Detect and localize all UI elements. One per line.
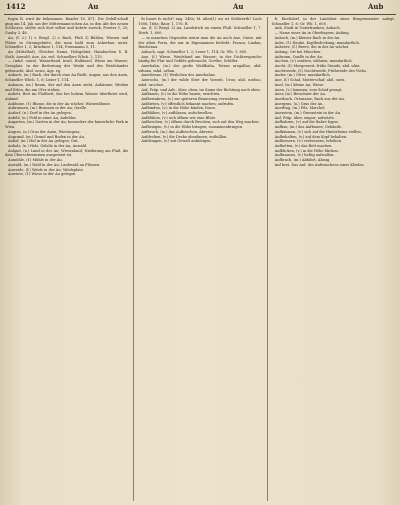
entry-paragraph: Aubrunnen, (m.) Brunnen in der Au; Quelle. (8, 106, 88, 111)
entry-paragraph: Aufbauen, (v.) in die Höhe bauen; errichten. (141, 92, 221, 97)
entry-paragraph: Auland, (n.) Land in der Au; Wiesenland; Niederung am Fluß, die dem Überschwemmen ausgesetzt ist. (5, 148, 129, 158)
left-guide-word: Au (88, 2, 99, 11)
entry-paragraph: — in manchen Gegenden nennt man die Au auch Aue, Ouwe, mit der alten Form, die nur in Eigennamen fortlebt: Passau, Lindau, Reichenau. (138, 35, 262, 50)
entry-paragraph: Aufbrechen, (v.) öffnen durch Brechen; sich auf den Weg machen. (141, 120, 260, 125)
entry-paragraph: Auergras, (n.) Gras der Au. (274, 101, 324, 106)
entry-paragraph: Aubett, Bett im Flußbett, das bei hohem Wasser überflutet wird, Auland. (5, 92, 129, 101)
entry-paragraph: Au, (f. 2.) 1) v. Bergl. 2) v. Bach, Fluß 3) Bühlen, Wiesen und Plätze in Stromgebiete, die man bald zum Ackerbau nutzt. Schmeller 1, 2; Brückner 1, 114; Frommann 5, 11. (5, 35, 129, 50)
entry-paragraph: Aufblühen, (v.) sich öffnen wie eine Blüte. (141, 115, 217, 120)
right-guide-word: Aub (368, 2, 384, 11)
entry-paragraph: Au, (f. 1) Bergl. 2) Au, Landstrich an einem Fluß. Schmeller 1, 7. Dtwb. 1, 600. (138, 26, 262, 36)
entry-paragraph: fugen B. wird ihr bekommen. Baader 18, 471; Die Gefell-schaft ging am 14. Juli aus der Mittermann'schen Au, in den Abt des neuen Schlosses, stellte sich dort selbst und kehrte zurück, Forster 1, 25; Gauby 3, 48. (5, 17, 129, 36)
entry-paragraph: Auweide, (f.) Weide in der Au; Weideplatz. (8, 167, 84, 172)
entry-paragraph: Auf, Präp. über, empor; aufwärts. (274, 115, 335, 120)
entry-paragraph: Augras, (n.) Gras der Auen, Wiesengras. (8, 129, 81, 134)
entry-paragraph: — (mhd. ouwe), Wasserland, Insel, Halbinsel, Wiese am Wasser; Grasplatz. In der Bedeutung der Weide und des Weidelandes gebraucht, Ahd. ouwa, Ags. eg. (5, 59, 129, 73)
entry-paragraph: Aufblicken, (v.) in die Höhe blicken. (274, 148, 339, 153)
entry-paragraph: Aufbäumen, (v.) sich auf die Hinterbeine stellen. (274, 129, 362, 134)
entry-paragraph: Aufdringen, (v.) mit Gewalt aufnötigen. (141, 139, 212, 144)
entry-paragraph: Aufbringen, (v.) in die Höhe bringen; zusammenbringen. (141, 125, 244, 130)
entry-paragraph: Auf, Präp. und Adv., über, oben; im Sinne der Richtung nach oben. (141, 87, 261, 92)
page-header (0, 0, 400, 14)
entry-paragraph: Aufeld, (n.) Feld in einer Au, Aufelder. (8, 115, 77, 120)
entry-paragraph: Aucht, (f.) Morgenzeit, frühe Stunde; ahd. uhta. (274, 64, 361, 69)
entry-paragraph: Auchtweide, (f.) Nachtweide, Frühweide des Viehs. (274, 68, 367, 73)
entry-paragraph: Auf brei. Das Anf. des Aufwaschens eines Kleides. (274, 162, 365, 167)
entry-paragraph: Auerstein, (m.) Grenzstein in der Au. (274, 111, 342, 116)
entry-paragraph: Aufbahren, (v.) auf die Bahre legen. (274, 120, 339, 125)
entry-paragraph: Auchen, (v.) seufzen, stöhnen; mundartlich. (274, 59, 353, 64)
entry-paragraph: Aue, (f.) Wiese, Weideland am Wasser; in der Dichtersprache häufig für Flur und Gefilde gebraucht, Goethe; Schiller. (138, 54, 262, 64)
entry-paragraph: Aufbetten, (v.) das Bett machen. (274, 143, 333, 148)
entry-paragraph: Auerochs, (m.) der wilde Stier der Vorzeit, Urus; ahd. urohso, mhd. urochse. (138, 78, 262, 87)
entry-paragraph: Audorf, (n.) Dorf in der Au gelegen. (8, 111, 72, 116)
entry-paragraph: Aubeere, (f.) Beere, die in der Au wächst. (274, 45, 350, 50)
middle-guide-word: Au (233, 2, 244, 11)
entry-paragraph: Aube, (f.) Haube, Kopfbedeckung; mundartlich. (274, 40, 360, 45)
entry-paragraph: Aufbrausen, (v.) heftig aufwallen. (274, 153, 335, 158)
entry-paragraph: Aubing, Ort bei München. (274, 49, 322, 54)
entry-paragraph: Aumühle, (f.) Mühle in der Au. (8, 158, 63, 163)
entry-paragraph: Auerhahn, (m.) der große Waldhahn, Tetrao urogallus; ahd. urhano, mhd. urhan. (138, 64, 262, 73)
entry-paragraph: Auhof, (m.) Hof in der Au gelegen; Gut. (8, 139, 79, 144)
header-rule (4, 14, 396, 15)
entry-paragraph: Aub, Stadt in Unterfranken; Aubach. (274, 26, 341, 31)
entry-paragraph: Aubach, sagt. Schmeller 1, 2; Lexer 1, 114; Gr. Wb. 1, 600. (141, 49, 248, 54)
entry-paragraph: Aufbieten, (v.) öffentlich bekannt machen; aufrufen. (141, 101, 235, 106)
entry-paragraph: Aufblähen, (v.) aufblasen, aufschwellen. (141, 111, 213, 116)
entry-paragraph: Auder, (m.) Otter; mundartlich. (274, 73, 331, 78)
entry-paragraph: Auen, (v.) lammen, vom Schaf gesagt. (274, 87, 343, 92)
column-left (5, 17, 128, 501)
entry-paragraph: Aufbau, (m.) das Aufbauen; Gebäude. (274, 125, 343, 130)
entry-paragraph: Aufbewahren, (v.) zur späteren Benutzung verwahren. (141, 96, 240, 101)
entry-paragraph: Auer, (m.) Bewohner der Au. (274, 92, 327, 97)
entry-paragraph: Aufbruch, (m.) Abfahrt, Abzug. (274, 158, 331, 163)
entry-paragraph: Augrund, (m.) Grund und Boden in der Au. (8, 134, 85, 139)
entry-paragraph: fo bauet fo nicht? ang. 348a; M. altes(l.) wo ist Geldwerth? Loch 1006, 166a; Baur. 1, 176. B. (138, 17, 262, 26)
page-number: 1412 (6, 2, 26, 11)
entry-paragraph: Auwiese, (f.) Wiese in der Au gelegen. (8, 172, 77, 177)
entry-paragraph: Auerling, (m.) Pilz, Morchel. (274, 106, 326, 111)
entry-paragraph: Auerbach, Ortsname; Bach aus der Au. (274, 96, 345, 101)
entry-paragraph: Aufbessern, (v.) verbessern; erhöhen. (274, 139, 342, 144)
entry-paragraph: Aufbruch, (m.) das Aufbrechen, Abreise. (141, 129, 214, 134)
entry-paragraph: Aubaum, (m.) Baum, der auf den Auen steht, Aubäume; Weiden und Erlen, die am Ufer stehen. (5, 82, 129, 92)
entry-paragraph: Aublume, (f.) Blume, die in der Au wächst; Wiesenblume. (8, 101, 111, 106)
entry-paragraph: Aubach, (m.) kleiner Bach in der Au. (274, 35, 341, 40)
entry-paragraph: Aufbinden, (v.) in die Höhe binden; lösen. (141, 106, 216, 111)
entry-paragraph: Aufdecken, (v.) die Decke abnehmen; enthüllen. (141, 134, 228, 139)
entry-paragraph: fi. Kirchdorf, in der Landshut einer Bürgermeister anlegt. Schmeller 1, 6; Gr. Wb. 1, 600. (271, 17, 395, 26)
entry-paragraph: Auwald, (m.) Wald in der Au; Laubwald an Flüssen. (8, 162, 101, 167)
entry-paragraph: Aubrunn, Quelle in der Au. (274, 54, 324, 59)
text-columns (5, 17, 395, 501)
column-right (267, 17, 395, 501)
entry-paragraph: Auerhenne, (f.) Weibchen des Auerhahns. (141, 73, 216, 78)
entry-paragraph: Aubach, (m.) Bach, der durch eine Au fließt, Augen; aus den Auen, Schmeller Wbch. 1, 6; Lexer 1, 114. (5, 73, 129, 83)
entry-paragraph: Aufbehalten, (v.) auf dem Kopf behalten. (274, 134, 348, 139)
entry-paragraph: Auel, (m.) kleine Au; Wiese. (274, 82, 325, 87)
entry-paragraph: Au (Mittelhof), Gleiches Name, Holzgebiet, Hainbuchen 4. B. Noth, Auwald; Aue, Au, wel. Schmellers Wbch. 2, 115. (5, 49, 129, 59)
column-middle (133, 17, 261, 501)
entry-paragraph: — Name einer Au in Oberbayern; Aubing. (274, 31, 350, 36)
entry-paragraph: Aue, (f.) Schaf, Mutterschaf; ahd. ouwi. (274, 78, 346, 83)
entry-paragraph: Auholz, (n.) Holz, Gehölz in der Au, Auwald. (8, 143, 88, 148)
entry-paragraph: Augarten, (m.) Garten in der Au; besonders der kaiserliche Park in Wien. (5, 120, 129, 130)
